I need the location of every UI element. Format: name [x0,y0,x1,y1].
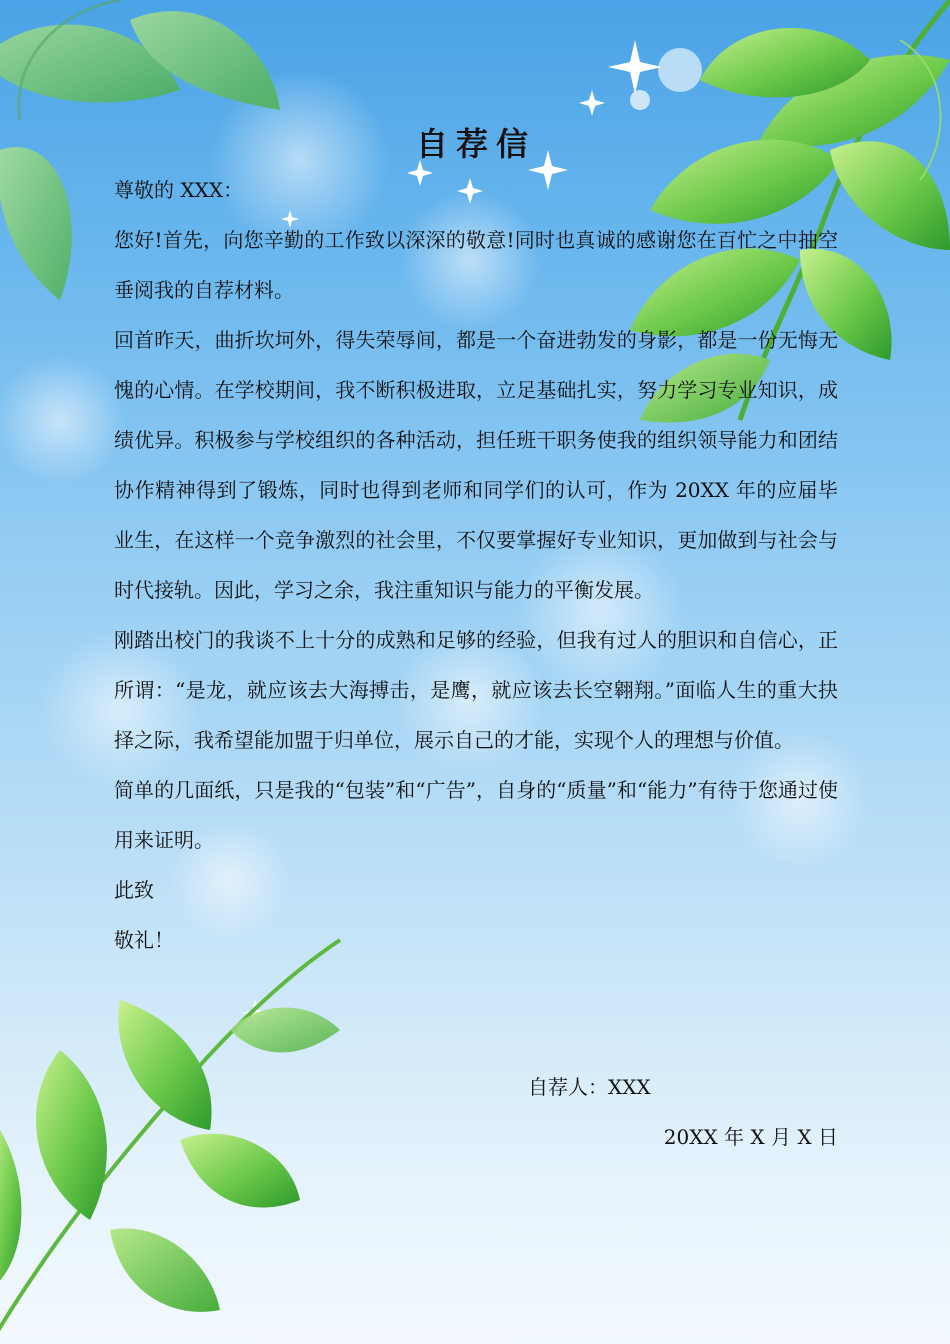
paragraph-review: 回首昨天，曲折坎坷外，得失荣辱间，都是一个奋进勃发的身影，都是一份无悔无愧的心情。在学校期间，我不断积极进取，立足基础扎实，努力学习专业知识，成绩优异。积极参与学校组织的各种活动，担任班干职务使我的组织领导能力和团结协作精神得到了锻炼，同时也得到老师和同学们的认可，作为 20XX 年的应届毕业生，在这样一个竞争激烈的社会里，不仅要掌握好专业知识，更加做到与社会与时代接轨。因此，学习之余，我注重知识与能力的平衡发展。 [114,328,838,602]
closing-line-1: 此致 [114,878,154,902]
paragraph-conclusion: 简单的几面纸，只是我的“包装”和“广告”，自身的“质量”和“能力”有待于您通过使用来证明。 [114,778,838,852]
salutation: 尊敬的 XXX： [114,178,244,202]
paragraph-greeting: 您好!首先，向您辛勤的工作致以深深的敬意!同时也真诚的感谢您在百忙之中抽空垂阅我的自荐材料。 [114,228,838,302]
paragraph-aspiration: 刚踏出校门的我谈不上十分的成熟和足够的经验，但我有过人的胆识和自信心，正所谓：“是龙，就应该去大海搏击，是鹰，就应该去长空翱翔。”面临人生的重大抉择之际，我希望能加盟于归单位，展示自己的才能，实现个人的理想与价值。 [114,628,838,752]
letter-body [114,165,838,965]
letter-date: 20XX 年 X 月 X 日 [663,1125,838,1149]
bottom-left-leaves [0,940,340,1344]
signature: 自荐人：XXX [528,1075,651,1099]
closing-line-2: 敬礼！ [114,928,174,952]
letter-title: 自荐信 [415,125,536,163]
